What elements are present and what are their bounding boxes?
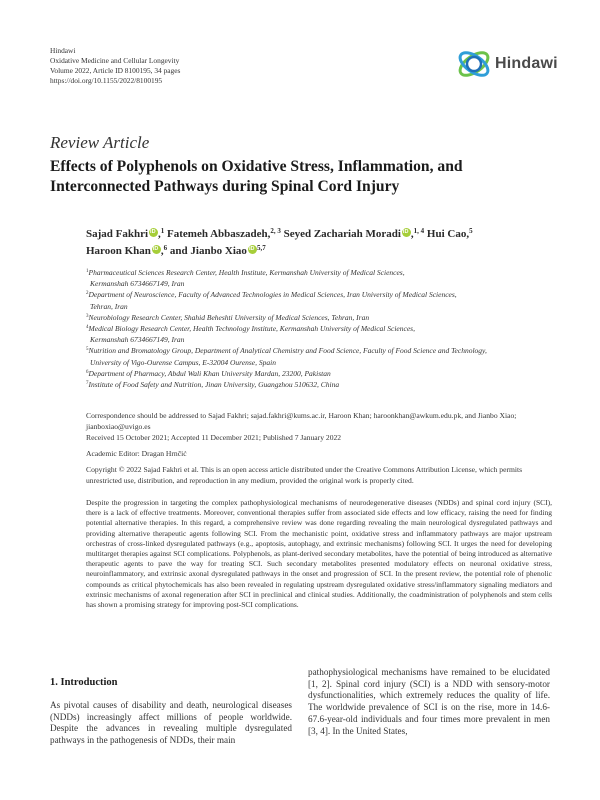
affiliation-number: 3	[86, 313, 89, 319]
intro-right-column: pathophysiological mechanisms have remained to be elucidated [1, 2]. Spinal cord injury (SCI) is a NDD with sensory-motor dysfunctionalities, which extremely reduces the quality of life. The worldwide prevalence of SCI is on the rise, more in 14.6-67.6-year-old individuals and four times more prevalent in men [3, 4]. In the United States,	[308, 667, 550, 736]
affiliation-item	[86, 312, 556, 323]
affiliation-item	[86, 379, 556, 390]
author-name[interactable]: Haroon Khan	[86, 245, 151, 257]
affiliation-number: 2	[86, 291, 89, 297]
orcid-icon[interactable]	[149, 228, 158, 237]
intro-left-column: As pivotal causes of disability and death, neurological diseases (NDDs) increasingly affect millions of people worldwide. Despite the advances in revealing multiple dysregulated pathways in the pathogenesis of NDDs, their main	[50, 700, 292, 746]
affiliation-text: Nutrition and Bromatology Group, Department of Analytical Chemistry and Food Science, Faculty of Food Science and Technology,	[88, 346, 487, 356]
hindawi-logo-text: Hindawi	[495, 55, 558, 72]
affiliation-text: Medical Biology Research Center, Health Technology Institute, Kermanshah University of Medical Sciences,	[88, 324, 415, 334]
orcid-icon[interactable]	[402, 228, 411, 237]
hindawi-logo	[455, 47, 565, 87]
hindawi-logo-icon	[455, 47, 493, 81]
author-name[interactable]: Fatemeh Abbaszadeh,	[167, 228, 271, 240]
affiliation-item	[86, 368, 556, 379]
academic-editor: Academic Editor: Dragan Hrnčić	[86, 449, 187, 458]
article-title: Effects of Polyphenols on Oxidative Stress, Inflammation, and Interconnected Pathways during Spinal Cord Injury	[50, 158, 463, 195]
affiliation-number: 6	[86, 369, 89, 375]
publication-dates: Received 15 October 2021; Accepted 11 December 2021; Published 7 January 2022	[86, 433, 342, 442]
section-heading: 1. Introduction	[50, 677, 118, 688]
doi-link[interactable]: https://doi.org/10.1155/2022/8100195	[50, 76, 163, 85]
author-name[interactable]: Sajad Fakhri	[86, 228, 149, 240]
orcid-icon[interactable]	[248, 245, 257, 254]
author-affil-sup: 5,7	[256, 244, 266, 252]
affiliation-text: Kermanshah 6734667149, Iran	[90, 335, 185, 345]
affiliation-item	[86, 345, 556, 367]
journal-meta	[50, 46, 180, 86]
author-name[interactable]: and Jianbo Xiao	[169, 245, 247, 257]
affiliation-text: University of Vigo-Ourense Campus, E-32004 Ourense, Spain	[90, 357, 276, 367]
author-list: Sajad FakhriiD ,$^1$ Fatemeh Abbaszadeh,$^{2, 3}$ Seyed Zachariah MoradiiD ,$^{1, 4}$ Hui Cao,$^5$ Haroon KhaniD ,$^6$ and Jianbo XiaoiD $^{5,7}$	[86, 226, 556, 260]
affiliation-text: Tehran, Iran	[90, 301, 128, 311]
correspondence: Correspondence should be addressed to Sajad Fakhri; sajad.fakhri@kums.ac.ir, Haroon Khan; haroonkhan@awkum.edu.pk, and Jianbo Xiao; jianboxiao@uvigo.es	[86, 411, 517, 431]
affiliation-list	[86, 267, 556, 390]
publisher-name: Hindawi	[50, 46, 76, 55]
author-affil-sup: 2, 3	[270, 227, 281, 235]
copyright-notice: Copyright © 2022 Sajad Fakhri et al. This is an open access article distributed under the Creative Commons Attribution License, which permits unrestricted use, distribution, and reproduction in any medium, provided the original work is properly cited.	[86, 465, 523, 485]
author-affil-sup: 5	[469, 227, 473, 235]
author-affil-sup: 1, 4	[413, 227, 425, 235]
affiliation-text: Kermanshah 6734667149, Iran	[90, 279, 185, 289]
affiliation-text: Department of Neuroscience, Faculty of Advanced Technologies in Medical Sciences, Iran University of Medical Sciences,	[88, 290, 457, 300]
article-type: Review Article	[50, 133, 150, 152]
affiliation-item	[86, 289, 556, 311]
affiliation-number: 4	[86, 325, 89, 331]
author-name[interactable]: Seyed Zachariah Moradi	[283, 228, 401, 240]
affiliation-number: 7	[86, 381, 89, 387]
author-name[interactable]: Hui Cao,	[426, 228, 470, 240]
author-affil-sup: 1	[160, 227, 165, 235]
affiliation-text: Neurobiology Research Center, Shahid Beheshti University of Medical Sciences, Tehran, Iran	[88, 312, 370, 322]
affiliation-number: 5	[86, 347, 89, 353]
volume-line: Volume 2022, Article ID 8100195, 34 pages	[50, 66, 181, 75]
affiliation-text: Institute of Food Safety and Nutrition, Jinan University, Guangzhou 510632, China	[88, 380, 340, 390]
affiliation-text: Pharmaceutical Sciences Research Center, Health Institute, Kermanshah University of Medical Sciences,	[88, 268, 405, 277]
abstract-text: Despite the progression in targeting the complex pathophysiological mechanisms of neurodegenerative diseases (NDDs) and spinal cord injury (SCI), there is a lack of effective treatments. Moreover, conventional therapies suffer from associated side effects and low efficacy, raising the need for finding potential alternative therapies. In this regard, a comprehensive review was done regarding revealing the main neurological dysregulated pathways and providing alternative therapeutic agents following SCI. From the mechanistic point, oxidative stress and inflammatory pathways are major upstream orchestras of cross-linked dysregulated pathways (e.g., apoptosis, autophagy, and extrinsic mechanisms) following SCI. It urges the need for developing multitarget therapies against SCI complications. Polyphenols, as plant-derived secondary metabolites, have the potential of being introduced as alternative therapeutic agents to pave the way for treating SCI. Such secondary metabolites presented modulatory effects on neuronal oxidative stress, neuroinflammatory, and extrinsic axonal dysregulated pathways in the onset and progression of SCI. In the present review, the potential role of phenolic compounds as critical phytochemicals has also been revealed in regulating upstream dysregulated oxidative stress/inflammatory signaling mediators and extrinsic mechanisms of axonal regeneration after SCI in preclinical and clinical studies. Additionally, the coadministration of polyphenols and stem cells has shown a promising strategy for improving post-SCI complications.	[86, 498, 552, 610]
affiliation-text: Department of Pharmacy, Abdul Wali Khan University Mardan, 23200, Pakistan	[88, 368, 331, 378]
affiliation-number: 1	[86, 269, 89, 274]
affiliation-item	[86, 323, 556, 345]
author-affil-sup: 6	[163, 244, 168, 252]
orcid-icon[interactable]	[152, 245, 161, 254]
journal-name: Oxidative Medicine and Cellular Longevity	[50, 56, 180, 65]
affiliation-item	[86, 267, 556, 289]
